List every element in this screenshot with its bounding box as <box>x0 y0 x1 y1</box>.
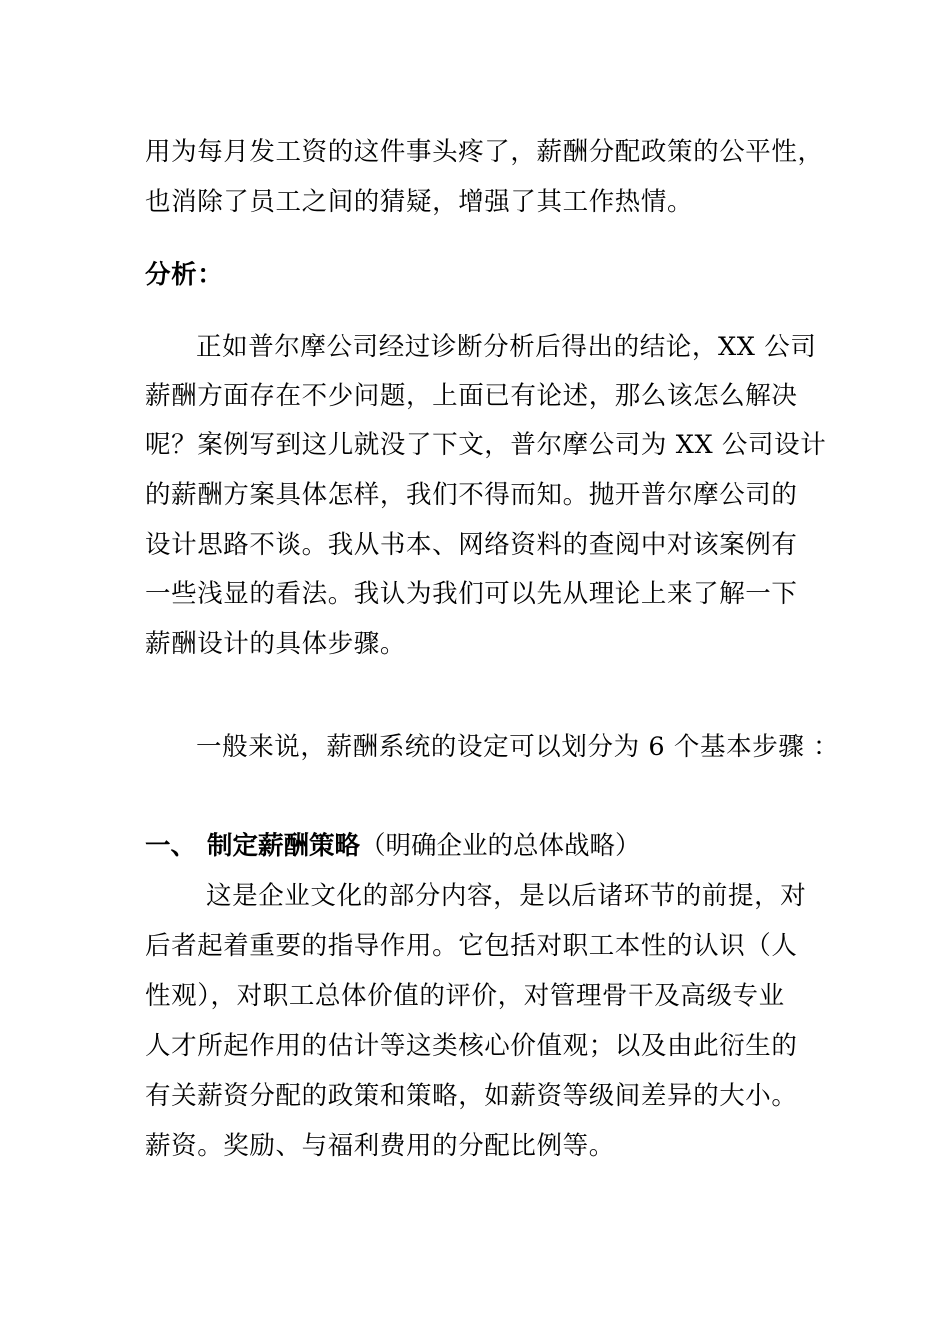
analysis-heading: 分析： <box>145 260 224 290</box>
section-one-line-1: 这是企业文化的部分内容，是以后诸环节的前提，对 <box>206 881 807 911</box>
section-one-title: 制定薪酬策略 <box>207 831 361 861</box>
analysis-line-3: 呢？案例写到这儿就没了下文，普尔摩公司为 XX 公司设计 <box>145 430 827 460</box>
section-one-line-4: 人才所起作用的估计等这类核心价值观；以及由此衍生的 <box>145 1031 798 1061</box>
intro-line-1: 用为每月发工资的这件事头疼了，薪酬分配政策的公平性， <box>145 137 824 167</box>
section-one-line-3: 性观），对职工总体价值的评价，对管理骨干及高级专业 <box>145 981 785 1011</box>
analysis-line-7: 薪酬设计的具体步骤。 <box>145 629 407 659</box>
section-one-number: 一、 <box>145 831 197 861</box>
section-one-subtitle: （明确企业的总体战略） <box>360 831 641 861</box>
section-one-line-5: 有关薪资分配的政策和策略，如薪资等级间差异的大小。 <box>145 1081 798 1111</box>
analysis-line-2: 薪酬方面存在不少问题，上面已有论述，那么该怎么解决 <box>145 381 798 411</box>
intro-line-2: 也消除了员工之间的猜疑，增强了其工作热情。 <box>145 187 694 217</box>
section-one-line-2: 后者起着重要的指导作用。它包括对职工本性的认识（人 <box>145 931 798 961</box>
section-one-line-6: 薪资。奖励、与福利费用的分配比例等。 <box>145 1131 615 1161</box>
section-one-heading <box>207 830 641 862</box>
analysis-line-6: 一些浅显的看法。我认为我们可以先从理论上来了解一下 <box>145 579 798 609</box>
analysis-line-5: 设计思路不谈。我从书本、网络资料的查阅中对该案例有 <box>145 530 798 560</box>
analysis-line-1: 正如普尔摩公司经过诊断分析后得出的结论，XX 公司 <box>196 332 817 362</box>
analysis-line-4: 的薪酬方案具体怎样，我们不得而知。抛开普尔摩公司的 <box>145 480 798 510</box>
steps-intro-line: 一般来说，薪酬系统的设定可以划分为 6 个基本步骤 ： <box>196 732 840 762</box>
